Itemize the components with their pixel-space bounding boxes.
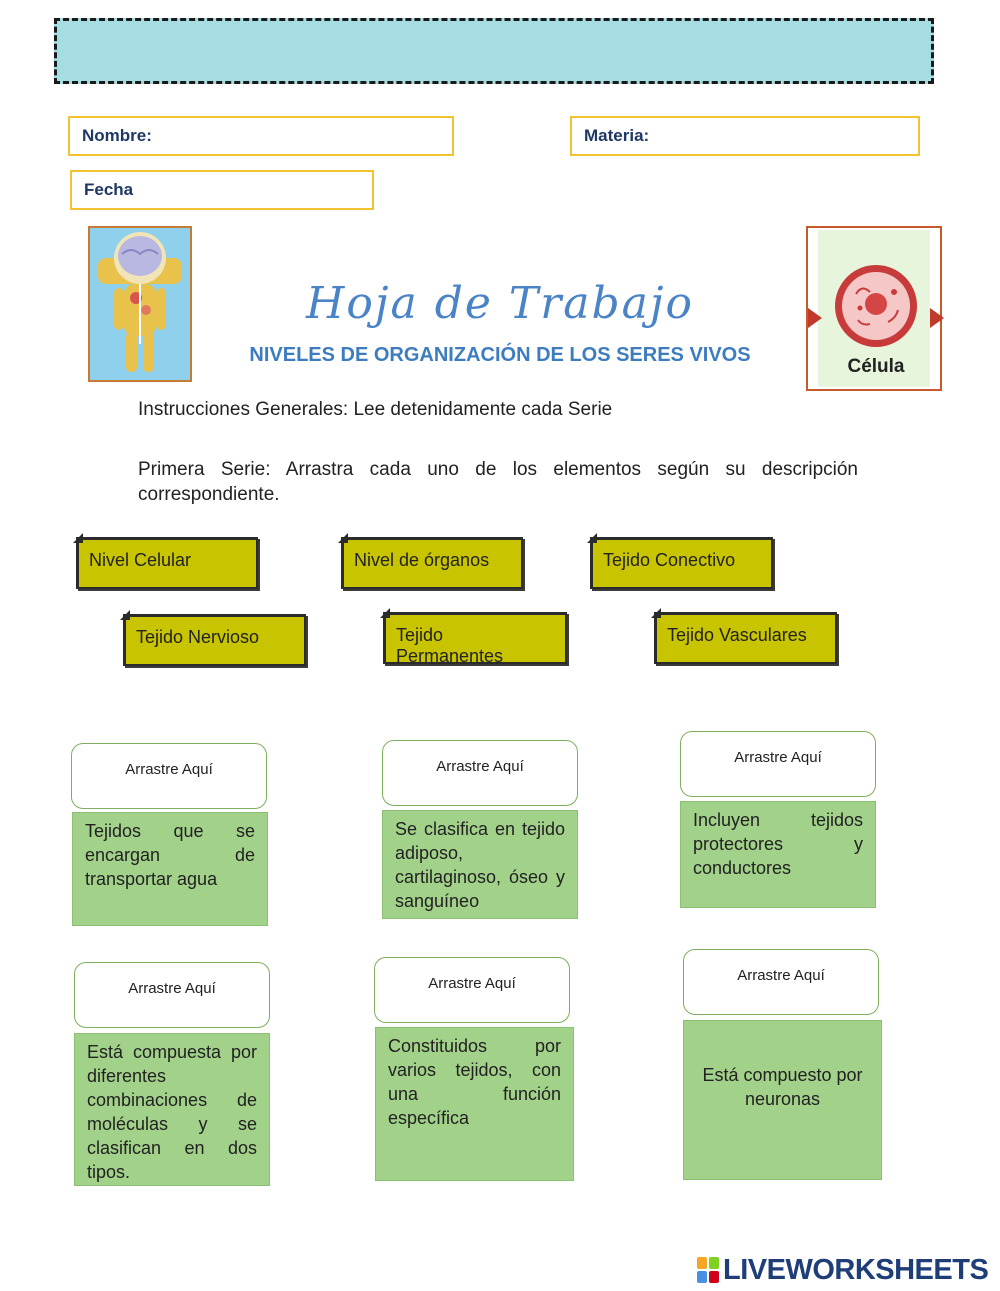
draggable-chip[interactable]: Nivel de órganos — [341, 537, 523, 589]
drop-zone[interactable]: Arrastre Aquí — [680, 731, 876, 797]
header-banner — [54, 18, 934, 84]
drop-zone[interactable]: Arrastre Aquí — [374, 957, 570, 1023]
page-subtitle: NIVELES DE ORGANIZACIÓN DE LOS SERES VIVOS — [249, 344, 751, 366]
name-field[interactable] — [68, 116, 454, 156]
liveworksheets-logo — [697, 1252, 988, 1288]
draggable-chip[interactable]: Tejido Vasculares — [654, 612, 837, 664]
page-title: Hoja de Trabajo — [305, 278, 695, 329]
logo-square — [709, 1257, 719, 1269]
draggable-chip[interactable]: Tejido Conectivo — [590, 537, 773, 589]
description-card: Está compuesto por neuronas — [683, 1020, 882, 1180]
description-card: Constituidos por varios tejidos, con una función específica — [375, 1027, 574, 1181]
drop-zone[interactable]: Arrastre Aquí — [683, 949, 879, 1015]
logo-mark-icon — [697, 1257, 719, 1283]
logo-square — [697, 1271, 707, 1283]
subject-label: Materia: — [584, 126, 650, 145]
date-field[interactable] — [70, 170, 374, 210]
human-body-illustration — [90, 228, 190, 380]
draggable-chip[interactable]: Tejido Nervioso — [123, 614, 306, 666]
general-instructions: Instrucciones Generales: Lee detenidamente cada Serie — [138, 399, 613, 420]
description-card: Está compuesta por diferentes combinaciones de moléculas y se clasifican en dos tipos. — [74, 1033, 270, 1186]
draggable-chip[interactable]: Nivel Celular — [76, 537, 258, 589]
logo-square — [709, 1271, 719, 1283]
series-one-instructions: Primera Serie: Arrastra cada uno de los elementos según su descripción correspondiente. — [138, 459, 858, 505]
cell-image — [806, 226, 942, 391]
logo-text: LIVEWORKSHEETS — [723, 1253, 989, 1286]
drop-zone[interactable]: Arrastre Aquí — [382, 740, 578, 806]
cell-icon — [808, 228, 944, 348]
draggable-chip[interactable]: Tejido Permanentes — [383, 612, 567, 664]
logo-square — [697, 1257, 707, 1269]
drop-zone[interactable]: Arrastre Aquí — [71, 743, 267, 809]
description-card: Se clasifica en tejido adiposo, cartilaginoso, óseo y sanguíneo — [382, 810, 578, 919]
description-card: Incluyen tejidos protectores y conductores — [680, 801, 876, 908]
date-label: Fecha — [84, 180, 134, 199]
description-card: Tejidos que se encargan de transportar agua — [72, 812, 268, 926]
cell-caption: Célula — [847, 356, 905, 377]
name-label: Nombre: — [82, 126, 152, 145]
subject-field[interactable] — [570, 116, 920, 156]
drop-zone[interactable]: Arrastre Aquí — [74, 962, 270, 1028]
human-body-image — [88, 226, 192, 382]
